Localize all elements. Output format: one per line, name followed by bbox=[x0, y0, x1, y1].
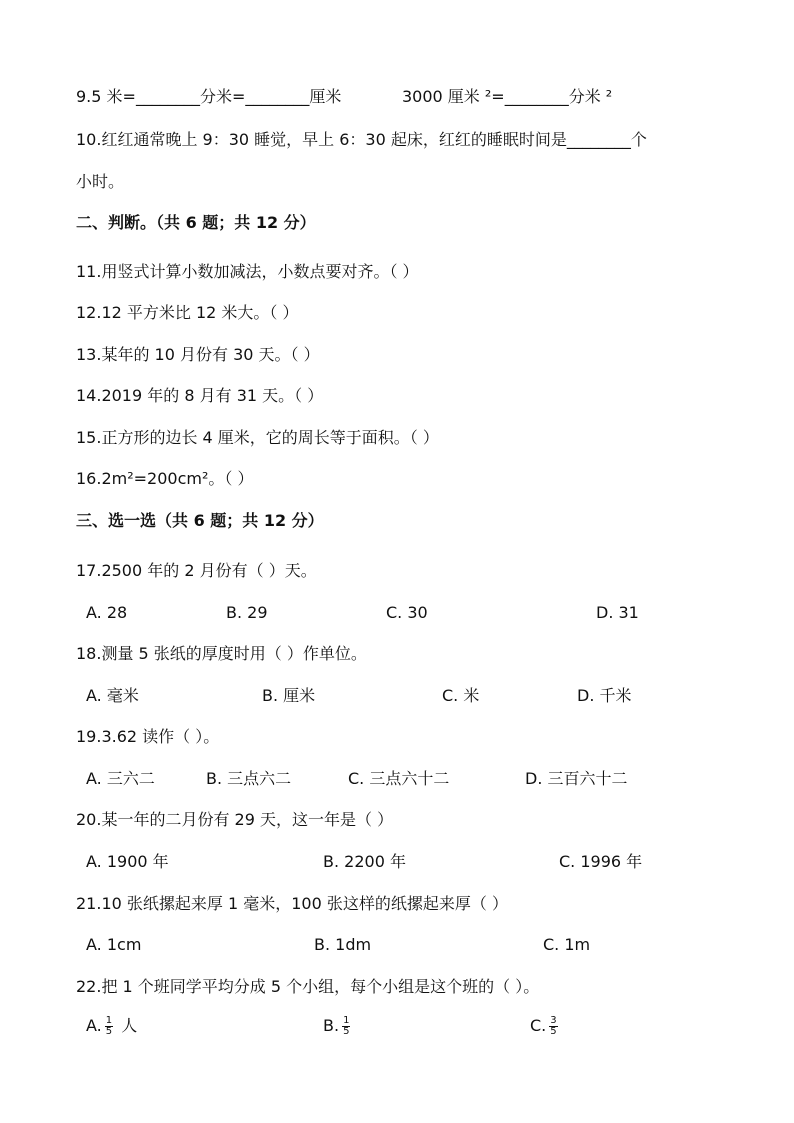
q22-option-c bbox=[530, 1016, 561, 1037]
fraction-denominator: 5 bbox=[105, 1026, 113, 1037]
q9-line-a: 9.5 米=________分米=________厘米 bbox=[76, 87, 342, 106]
q22-option-a bbox=[86, 1016, 137, 1037]
q20-option-c: C. 1996 年 bbox=[559, 852, 643, 871]
question-19: 19.3.62 读作（ ）。 bbox=[76, 727, 220, 746]
q22-option-b-prefix: B. bbox=[323, 1016, 340, 1035]
question-12: 12.12 平方米比 12 米大。（ ） bbox=[76, 303, 299, 322]
q18-option-a: A. 毫米 bbox=[86, 686, 139, 705]
question-21: 21.10 张纸摞起来厚 1 毫米，100 张这样的纸摞起来厚（ ） bbox=[76, 894, 508, 913]
q22-option-a-fraction bbox=[105, 1016, 113, 1037]
question-11: 11.用竖式计算小数加减法，小数点要对齐。（ ） bbox=[76, 262, 419, 281]
fraction-denominator: 5 bbox=[550, 1026, 557, 1037]
q21-option-c: C. 1m bbox=[543, 935, 591, 954]
question-16: 16.2m²=200cm²。（ ） bbox=[76, 469, 254, 488]
q17-option-d: D. 31 bbox=[596, 603, 639, 622]
question-13: 13.某年的 10 月份有 30 天。（ ） bbox=[76, 345, 320, 364]
q20-option-b: B. 2200 年 bbox=[323, 852, 406, 871]
q20-option-a: A. 1900 年 bbox=[86, 852, 169, 871]
q22-option-a-prefix: A. bbox=[86, 1016, 102, 1035]
section-3-heading: 三、选一选（共 6 题；共 12 分） bbox=[76, 511, 324, 530]
question-15: 15.正方形的边长 4 厘米，它的周长等于面积。（ ） bbox=[76, 428, 439, 447]
fraction-numerator: 1 bbox=[105, 1015, 113, 1026]
q19-option-b: B. 三点六二 bbox=[206, 769, 292, 788]
q22-option-a-suffix: 人 bbox=[121, 1016, 138, 1035]
q18-option-d: D. 千米 bbox=[577, 686, 632, 705]
q19-option-c: C. 三点六十二 bbox=[348, 769, 450, 788]
q18-option-c: C. 米 bbox=[442, 686, 480, 705]
q17-option-c: C. 30 bbox=[386, 603, 428, 622]
fraction-numerator: 1 bbox=[343, 1015, 350, 1026]
section-2-heading: 二、判断。（共 6 题；共 12 分） bbox=[76, 213, 316, 232]
q21-option-b: B. 1dm bbox=[314, 935, 372, 954]
question-18: 18.测量 5 张纸的厚度时用（ ）作单位。 bbox=[76, 644, 367, 663]
q19-option-a: A. 三六二 bbox=[86, 769, 155, 788]
q22-option-b-fraction bbox=[342, 1016, 350, 1037]
q10-line1: 10.红红通常晚上 9：30 睡觉，早上 6：30 起床，红红的睡眠时间是________个 bbox=[76, 130, 647, 149]
q22-option-c-fraction bbox=[549, 1016, 557, 1037]
question-14: 14.2019 年的 8 月有 31 天。（ ） bbox=[76, 386, 324, 405]
q9-line-b: 3000 厘米 ²=________分米 ² bbox=[402, 87, 613, 106]
q17-option-a: A. 28 bbox=[86, 603, 128, 622]
q18-option-b: B. 厘米 bbox=[262, 686, 316, 705]
q22-option-c-prefix: C. bbox=[530, 1016, 547, 1035]
fraction-denominator: 5 bbox=[343, 1026, 350, 1037]
question-22: 22.把 1 个班同学平均分成 5 个小组，每个小组是这个班的（ ）。 bbox=[76, 977, 540, 996]
q19-option-d: D. 三百六十二 bbox=[525, 769, 628, 788]
question-20: 20.某一年的二月份有 29 天，这一年是（ ） bbox=[76, 810, 394, 829]
q10-line2: 小时。 bbox=[76, 172, 125, 191]
q17-option-b: B. 29 bbox=[226, 603, 268, 622]
fraction-numerator: 3 bbox=[550, 1015, 557, 1026]
q22-option-b bbox=[323, 1016, 353, 1037]
q21-option-a: A. 1cm bbox=[86, 935, 142, 954]
question-17: 17.2500 年的 2 月份有（ ）天。 bbox=[76, 561, 317, 580]
